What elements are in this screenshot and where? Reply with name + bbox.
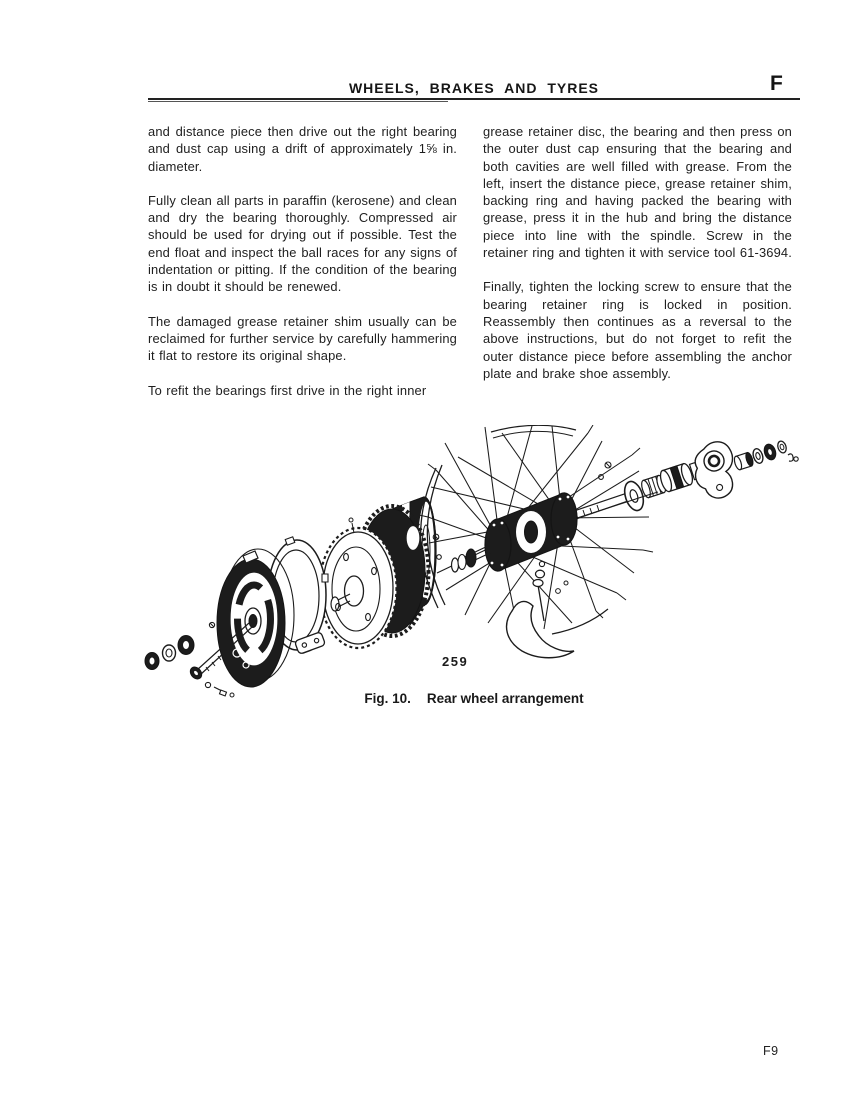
header-rule	[148, 98, 800, 100]
chain-adjuster-bracket	[688, 439, 741, 503]
figure-caption-text: Rear wheel arrangement	[426, 691, 584, 706]
torque-stay-plate	[507, 561, 574, 657]
left-column	[148, 123, 457, 416]
page-number: F9	[763, 1044, 779, 1058]
paragraph: To refit the bearings first drive in the right inner	[148, 382, 427, 398]
header-rule-shadow	[148, 101, 448, 102]
paragraph: Fully clean all parts in paraffin (kerosene) and clean and dry the bearing thoroughly. Compressed air should be used for drying out if possible. Test the end float and inspect the ball races for any signs of indentation or pitting. If the condition of the bearing is in doubt it should be renewed.	[148, 192, 457, 295]
axle-assembly	[568, 439, 798, 521]
page-title: WHEELS, BRAKES AND TYRES	[348, 80, 600, 96]
figure-caption-label: Fig. 10.	[364, 691, 411, 706]
figure-caption	[148, 691, 800, 706]
paragraph: grease retainer disc, the bearing and then press on the outer dust cap ensuring that the bearing and both cavities are well filled with grease. From the left, insert the distance piece, grease retainer shim, backing ring and having packed the bearing with grease, press it in the hub and bring the distance piece into line with the spindle. Screw in the retainer ring and tighten it with service tool 61-3694.	[483, 124, 792, 261]
rear-wheel-exploded-diagram	[140, 425, 800, 715]
paragraph: Finally, tighten the locking screw to ensure that the bearing retainer ring is locked in position. Reassembly then continues as a reversal to the above instructions, but do not forget to refit the outer distance piece before assembling the anchor plate and brake shoe assembly.	[483, 279, 792, 381]
paragraph: The damaged grease retainer shim usually can be reclaimed for further service by carefully hammering it flat to restore its original shape.	[148, 313, 457, 364]
figure-number: 259	[442, 654, 469, 669]
paragraph: and distance piece then drive out the right bearing and dust cap using a drift of approximately 1⅝ in. diameter.	[148, 124, 457, 174]
rear-wheel	[419, 425, 658, 634]
right-column	[483, 123, 792, 399]
section-letter: F	[770, 72, 783, 95]
